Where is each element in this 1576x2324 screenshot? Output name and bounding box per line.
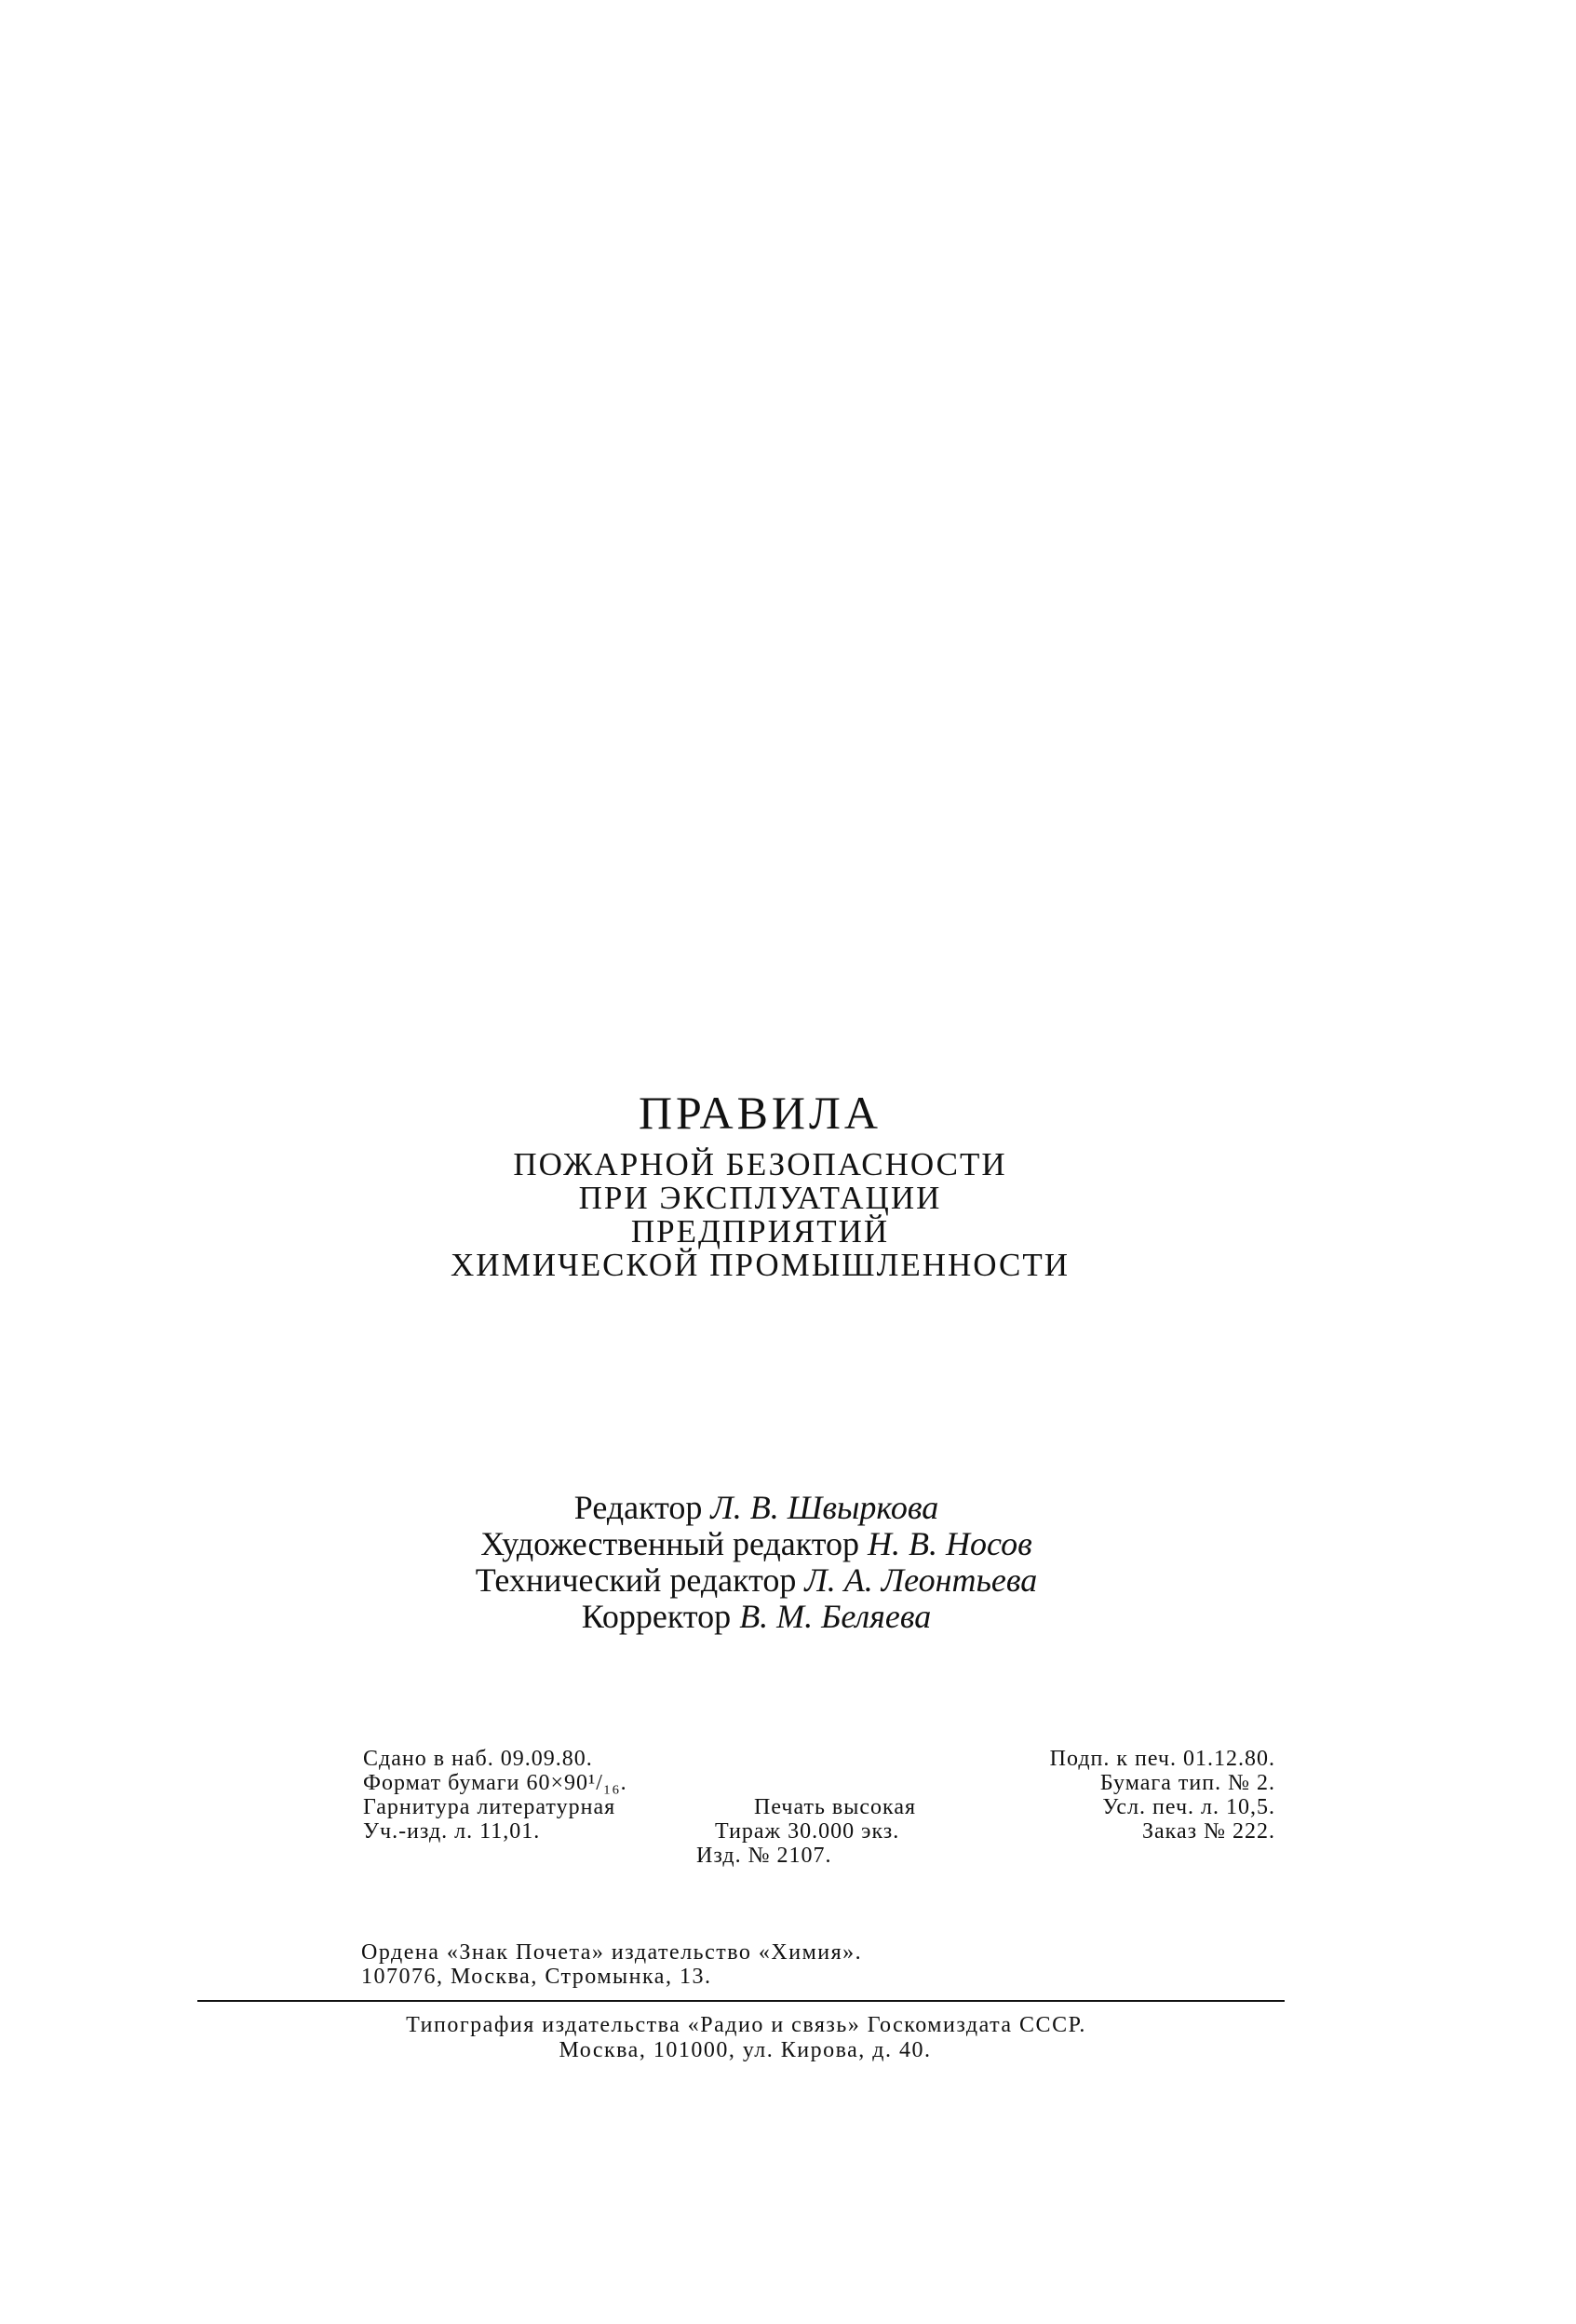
printing-method: Печать высокая [754,1795,917,1819]
typeface: Гарнитура литературная [363,1795,616,1819]
book-subtitle [0,1148,1576,1282]
imprint-line [363,1747,1275,1771]
printer-address: Москва, 101000, ул. Кирова, д. 40. [559,2038,932,2062]
editor-name: Л. В. Швыркова [710,1489,939,1526]
imprint-details [363,1747,1275,1868]
edition-number: Изд. № 2107. [696,1844,832,1868]
proofreader-credit [0,1599,1576,1635]
technical-editor-credit [0,1562,1576,1599]
paper-type: Бумага тип. № 2. [1099,1771,1275,1795]
printer-info [0,2013,1576,2063]
editor-role: Корректор [581,1598,732,1635]
editors-credits [0,1490,1576,1635]
subtitle-line: ПОЖАРНОЙ БЕЗОПАСНОСТИ [513,1146,1007,1182]
sent-to-set: Сдано в наб. 09.09.80. [363,1747,593,1771]
publisher-sheets: Уч.-изд. л. 11,01. [363,1819,541,1844]
subtitle-line: ХИМИЧЕСКОЙ ПРОМЫШЛЕННОСТИ [451,1247,1070,1283]
editor-role: Художественный редактор [480,1525,860,1562]
signed-to-print: Подп. к печ. 01.12.80. [1049,1747,1275,1771]
editor-credit [0,1490,1576,1526]
editor-role: Технический редактор [475,1561,797,1599]
publisher-address: 107076, Москва, Стромынка, 13. [361,1965,712,1989]
imprint-line [363,1844,1275,1868]
title-block [0,1085,1576,1282]
book-title: ПРАВИЛА [638,1087,882,1139]
divider-rule [197,2000,1285,2002]
editor-name: В. М. Беляева [739,1598,932,1635]
art-editor-credit [0,1526,1576,1562]
publisher-name: Ордена «Знак Почета» издательство «Химия». [361,1940,863,1965]
imprint-line [363,1819,1275,1844]
editor-name: Н. В. Носов [868,1525,1032,1562]
imprint-line [363,1771,1275,1795]
editor-name: Л. А. Леонтьева [804,1561,1038,1599]
circulation: Тираж 30.000 экз. [715,1819,900,1844]
imprint-line [363,1795,1275,1819]
subtitle-line: ПРЕДПРИЯТИЙ [630,1213,890,1250]
publisher-info [361,1940,862,1989]
printed-sheets: Усл. печ. л. 10,5. [1102,1795,1275,1819]
paper-format: Формат бумаги 60×90¹/₁₆. [363,1771,627,1795]
editor-role: Редактор [573,1489,703,1526]
printer-name: Типография издательства «Радио и связь» Госкомиздата СССР. [406,2013,1086,2037]
subtitle-line: ПРИ ЭКСПЛУАТАЦИИ [578,1180,942,1216]
order-number: Заказ № 222. [1141,1819,1275,1844]
